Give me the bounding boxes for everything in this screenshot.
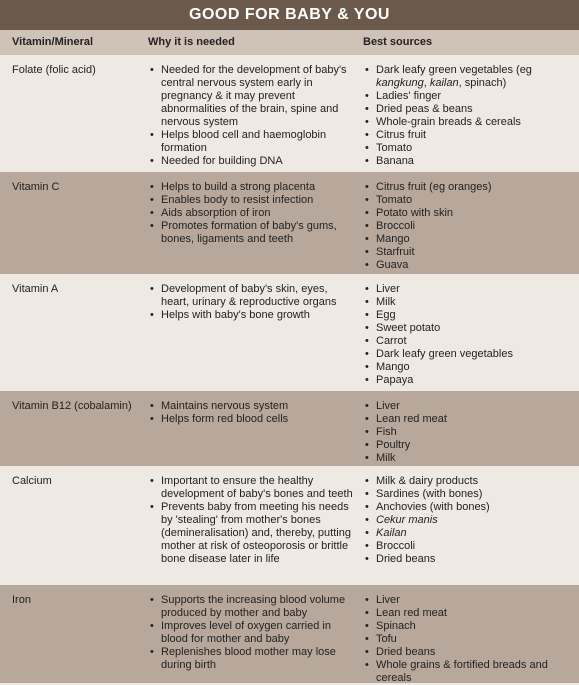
source-item: • Broccoli: [363, 220, 571, 233]
why-needed-cell: [148, 466, 363, 585]
best-sources-list: [363, 283, 571, 387]
best-sources-list: [363, 400, 571, 465]
source-item: • Whole-grain breads & cereals: [363, 116, 571, 129]
header-best-sources: Best sources: [363, 36, 433, 48]
why-needed-list: [148, 594, 353, 672]
source-item: • Lean red meat: [363, 413, 571, 426]
nutrient-name: Folate (folic acid): [12, 64, 96, 76]
why-needed-list: [148, 181, 353, 246]
source-item: • Kailan: [363, 527, 571, 540]
table-header: [0, 30, 579, 55]
table-body: [0, 55, 579, 683]
why-needed-cell: [148, 274, 363, 391]
best-sources-cell: [363, 55, 579, 172]
why-needed-item: • Aids absorption of iron: [148, 207, 353, 220]
why-needed-cell: [148, 391, 363, 466]
why-needed-cell: [148, 55, 363, 172]
source-item: • Broccoli: [363, 540, 571, 553]
best-sources-cell: [363, 274, 579, 391]
source-item: • Tofu: [363, 633, 571, 646]
table-row: [0, 466, 579, 585]
source-item: • Banana: [363, 155, 571, 168]
why-needed-item: • Enables body to resist infection: [148, 194, 353, 207]
source-item: • Carrot: [363, 335, 571, 348]
why-needed-item: • Promotes formation of baby's gums, bones, ligaments and teeth: [148, 220, 353, 246]
source-item: • Liver: [363, 400, 571, 413]
why-needed-item: • Needed for the development of baby's central nervous system early in pregnancy & it may prevent abnormalities of the brain, spine and nervous system: [148, 64, 353, 129]
source-item: • Papaya: [363, 374, 571, 387]
best-sources-cell: [363, 391, 579, 466]
why-needed-item: • Needed for building DNA: [148, 155, 353, 168]
why-needed-cell: [148, 172, 363, 274]
source-item: • Spinach: [363, 620, 571, 633]
table-row: [0, 585, 579, 683]
source-item: • Anchovies (with bones): [363, 501, 571, 514]
source-item: • Milk & dairy products: [363, 475, 571, 488]
why-needed-list: [148, 64, 353, 168]
source-item: • Liver: [363, 594, 571, 607]
why-needed-item: • Helps form red blood cells: [148, 413, 353, 426]
header-why-needed: Why it is needed: [148, 36, 235, 48]
source-item: • Starfruit: [363, 246, 571, 259]
table-row: [0, 391, 579, 466]
nutrient-name: Vitamin C: [12, 181, 60, 193]
nutrient-name: Iron: [12, 594, 31, 606]
source-item: • Milk: [363, 452, 571, 465]
why-needed-cell: [148, 585, 363, 683]
nutrient-name: Vitamin A: [12, 283, 59, 295]
source-item: • Tomato: [363, 142, 571, 155]
source-item: • Egg: [363, 309, 571, 322]
source-item: • Mango: [363, 361, 571, 374]
nutrient-name: Vitamin B12 (cobalamin): [12, 400, 132, 412]
source-item: • Dried peas & beans: [363, 103, 571, 116]
source-item: • Ladies' finger: [363, 90, 571, 103]
why-needed-list: [148, 283, 353, 322]
table-row: [0, 172, 579, 274]
table-row: [0, 274, 579, 391]
table-row: [0, 55, 579, 172]
why-needed-item: • Improves level of oxygen carried in blood for mother and baby: [148, 620, 353, 646]
source-item: • Dark leafy green vegetables (eg kangkung, kailan, spinach): [363, 64, 571, 90]
why-needed-item: • Prevents baby from meeting his needs by 'stealing' from mother's bones (demineralisation) and, thereby, putting mother at risk of osteoporosis or brittle bone disease later in life: [148, 501, 353, 566]
source-item: • Milk: [363, 296, 571, 309]
header-vitamin-mineral: Vitamin/Mineral: [12, 36, 94, 48]
why-needed-list: [148, 400, 353, 426]
best-sources-cell: [363, 172, 579, 274]
best-sources-cell: [363, 585, 579, 683]
source-item: • Cekur manis: [363, 514, 571, 527]
why-needed-item: • Helps blood cell and haemoglobin formation: [148, 129, 353, 155]
best-sources-list: [363, 64, 571, 168]
source-item: • Sardines (with bones): [363, 488, 571, 501]
source-item: • Poultry: [363, 439, 571, 452]
best-sources-list: [363, 181, 571, 272]
best-sources-cell: [363, 466, 579, 585]
best-sources-list: [363, 594, 571, 685]
source-item: • Guava: [363, 259, 571, 272]
source-item: • Citrus fruit (eg oranges): [363, 181, 571, 194]
best-sources-list: [363, 475, 571, 566]
source-item: • Dark leafy green vegetables: [363, 348, 571, 361]
source-item: • Dried beans: [363, 646, 571, 659]
table-title: GOOD FOR BABY & YOU: [0, 0, 579, 30]
why-needed-list: [148, 475, 353, 566]
source-item: • Fish: [363, 426, 571, 439]
source-item: • Liver: [363, 283, 571, 296]
source-item: • Lean red meat: [363, 607, 571, 620]
source-item: • Citrus fruit: [363, 129, 571, 142]
why-needed-item: • Replenishes blood mother may lose during birth: [148, 646, 353, 672]
why-needed-item: • Helps with baby's bone growth: [148, 309, 353, 322]
why-needed-item: • Important to ensure the healthy development of baby's bones and teeth: [148, 475, 353, 501]
source-item: • Mango: [363, 233, 571, 246]
why-needed-item: • Development of baby's skin, eyes, heart, urinary & reproductive organs: [148, 283, 353, 309]
source-item: • Dried beans: [363, 553, 571, 566]
why-needed-item: • Helps to build a strong placenta: [148, 181, 353, 194]
nutrient-name: Calcium: [12, 475, 52, 487]
why-needed-item: • Maintains nervous system: [148, 400, 353, 413]
why-needed-item: • Supports the increasing blood volume produced by mother and baby: [148, 594, 353, 620]
source-item: • Tomato: [363, 194, 571, 207]
source-item: • Whole grains & fortified breads and cereals: [363, 659, 571, 685]
source-item: • Potato with skin: [363, 207, 571, 220]
source-item: • Sweet potato: [363, 322, 571, 335]
